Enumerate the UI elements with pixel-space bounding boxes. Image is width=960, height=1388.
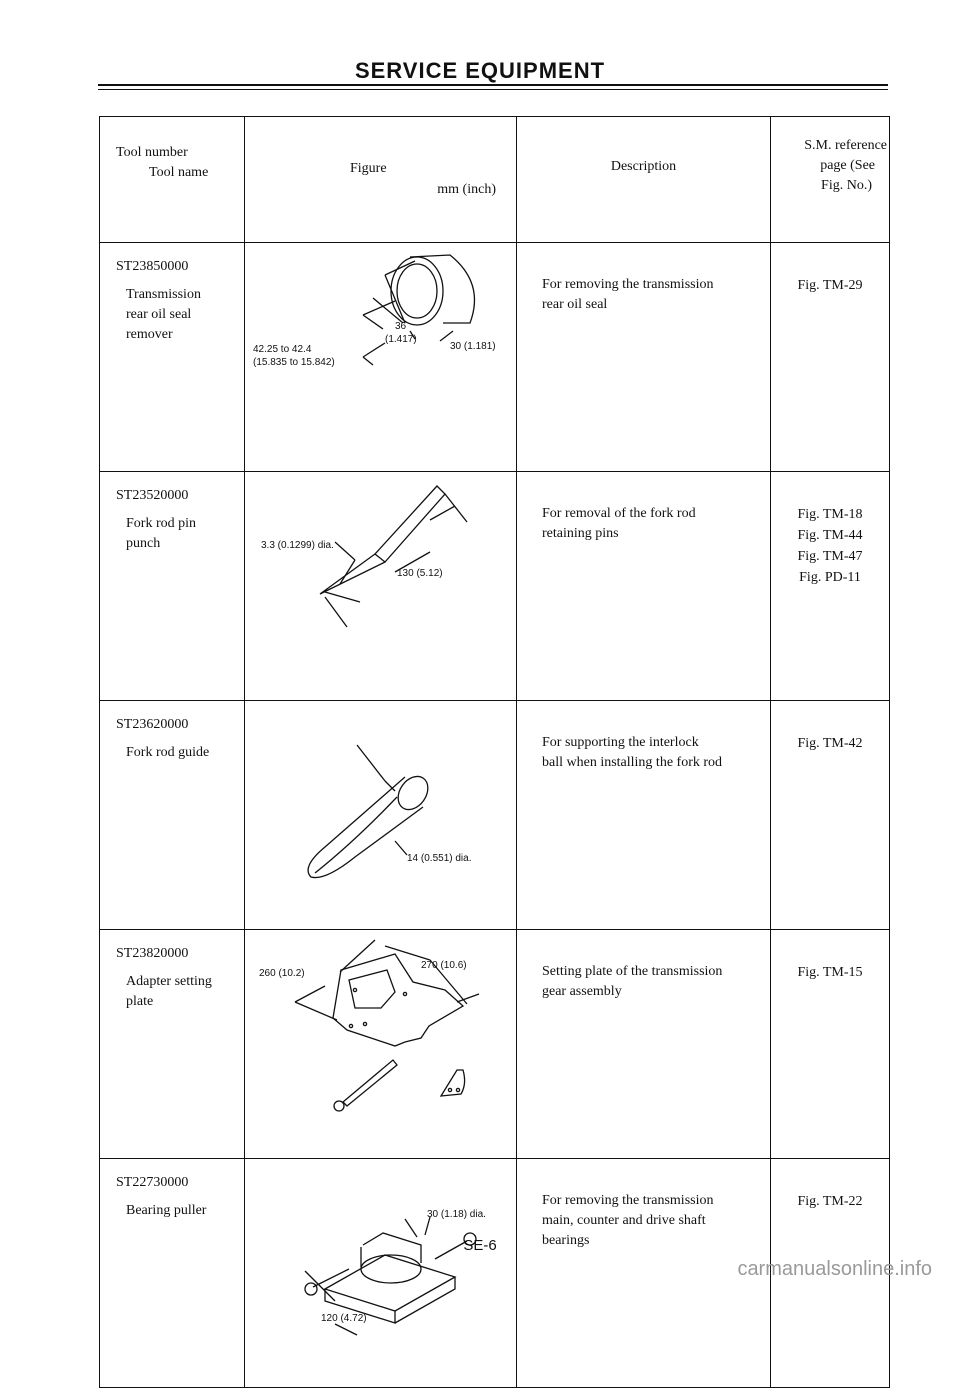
description-cell (517, 701, 771, 930)
dimension-label: 260 (10.2) (259, 968, 305, 979)
pin-punch-figure (245, 472, 517, 668)
description-line: For removing the transmission (542, 1193, 714, 1208)
description-cell (517, 1159, 771, 1388)
table-header-row (100, 117, 890, 243)
tool-name-line: rear oil seal (126, 307, 192, 322)
dimension-label: 120 (4.72) (321, 1313, 367, 1324)
tool-name-line: Fork rod guide (126, 745, 210, 760)
reference-cell (771, 701, 890, 930)
dimension-label: 42.25 to 42.4 (253, 344, 312, 355)
figure-cell (245, 472, 517, 701)
header-reference-line: page (See (820, 158, 875, 173)
dimension-label: 130 (5.12) (397, 568, 443, 579)
description-line: retaining pins (542, 526, 619, 541)
tool-name (100, 506, 244, 554)
tool-name-line: Adapter setting (126, 974, 212, 989)
table-row (100, 472, 890, 701)
table-row (100, 930, 890, 1159)
table-row (100, 701, 890, 930)
bearing-puller-figure (245, 1159, 517, 1355)
figure-cell (245, 243, 517, 472)
description-cell (517, 243, 771, 472)
tool-name-line: remover (126, 327, 173, 342)
tool-number: ST23820000 (116, 946, 189, 961)
reference-line: Fig. TM-22 (797, 1194, 863, 1209)
reference-cell (771, 472, 890, 701)
service-equipment-table (99, 116, 890, 1388)
tool-name-line: plate (126, 994, 154, 1009)
tool-name-line: Bearing puller (126, 1203, 207, 1218)
dimension-label: 36 (395, 321, 407, 332)
tool-name-line: Transmission (126, 287, 201, 302)
header-tool-name: Tool name (149, 165, 209, 180)
reference-line: Fig. TM-29 (797, 278, 863, 293)
figure-cell (245, 1159, 517, 1388)
page-title: SERVICE EQUIPMENT (354, 58, 606, 83)
description-line: bearings (542, 1233, 590, 1248)
header-figure (245, 117, 517, 243)
watermark: carmanualsonline.info (737, 1258, 932, 1280)
tool-cell (100, 472, 245, 701)
tool-name (100, 277, 244, 345)
adapter-plate-figure (245, 930, 517, 1126)
tool-cell (100, 701, 245, 930)
header-tool-number: Tool number (116, 145, 188, 160)
description-line: For removing the transmission (542, 277, 714, 292)
description-line: gear assembly (542, 984, 622, 999)
dimension-label: 14 (0.551) dia. (407, 853, 472, 864)
page-number: SE-6 (463, 1237, 497, 1254)
reference-cell (771, 243, 890, 472)
tool-name (100, 735, 244, 763)
header-figure-label: Figure (350, 161, 387, 176)
description-line: main, counter and drive shaft (542, 1213, 706, 1228)
header-tool (100, 117, 245, 243)
oil-seal-remover-figure (245, 243, 517, 439)
header-reference-line: S.M. reference (804, 138, 887, 153)
tool-number: ST22730000 (116, 1175, 189, 1190)
dimension-label: 3.3 (0.1299) dia. (261, 540, 334, 551)
reference-line: Fig. PD-11 (799, 570, 861, 585)
tool-name (100, 964, 244, 1012)
header-reference-line: Fig. No.) (821, 178, 872, 193)
reference-cell (771, 930, 890, 1159)
dimension-label: (1.417) (385, 334, 417, 345)
header-reference (771, 117, 890, 243)
reference-line: Fig. TM-47 (797, 549, 863, 564)
title-rule (98, 84, 888, 86)
figure-cell (245, 930, 517, 1159)
dimension-label: 270 (10.6) (421, 960, 467, 971)
dimension-label: 30 (1.18) dia. (427, 1209, 486, 1220)
reference-line: Fig. TM-42 (797, 736, 863, 751)
description-cell (517, 472, 771, 701)
reference-line: Fig. TM-18 (797, 507, 863, 522)
description-line: For removal of the fork rod (542, 506, 696, 521)
description-line: For supporting the interlock (542, 735, 699, 750)
tool-number: ST23520000 (116, 488, 189, 503)
figure-cell (245, 701, 517, 930)
tool-cell (100, 1159, 245, 1388)
description-line: ball when installing the fork rod (542, 755, 723, 770)
reference-line: Fig. TM-44 (797, 528, 863, 543)
description-cell (517, 930, 771, 1159)
fork-rod-guide-figure (245, 701, 517, 897)
dimension-label: (15.835 to 15.842) (253, 357, 335, 368)
title-rule-thin (98, 89, 888, 90)
tool-number: ST23850000 (116, 259, 189, 274)
dimension-label: 30 (1.181) (450, 341, 496, 352)
description-line: rear oil seal (542, 297, 608, 312)
description-line: Setting plate of the transmission (542, 964, 723, 979)
tool-cell (100, 243, 245, 472)
tool-name-line: Fork rod pin (126, 516, 196, 531)
header-units-label: mm (inch) (437, 182, 496, 197)
tool-name (100, 1193, 244, 1221)
tool-cell (100, 930, 245, 1159)
header-description: Description (517, 117, 771, 243)
table-row (100, 243, 890, 472)
tool-name-line: punch (126, 536, 161, 551)
tool-number: ST23620000 (116, 717, 189, 732)
reference-line: Fig. TM-15 (797, 965, 863, 980)
